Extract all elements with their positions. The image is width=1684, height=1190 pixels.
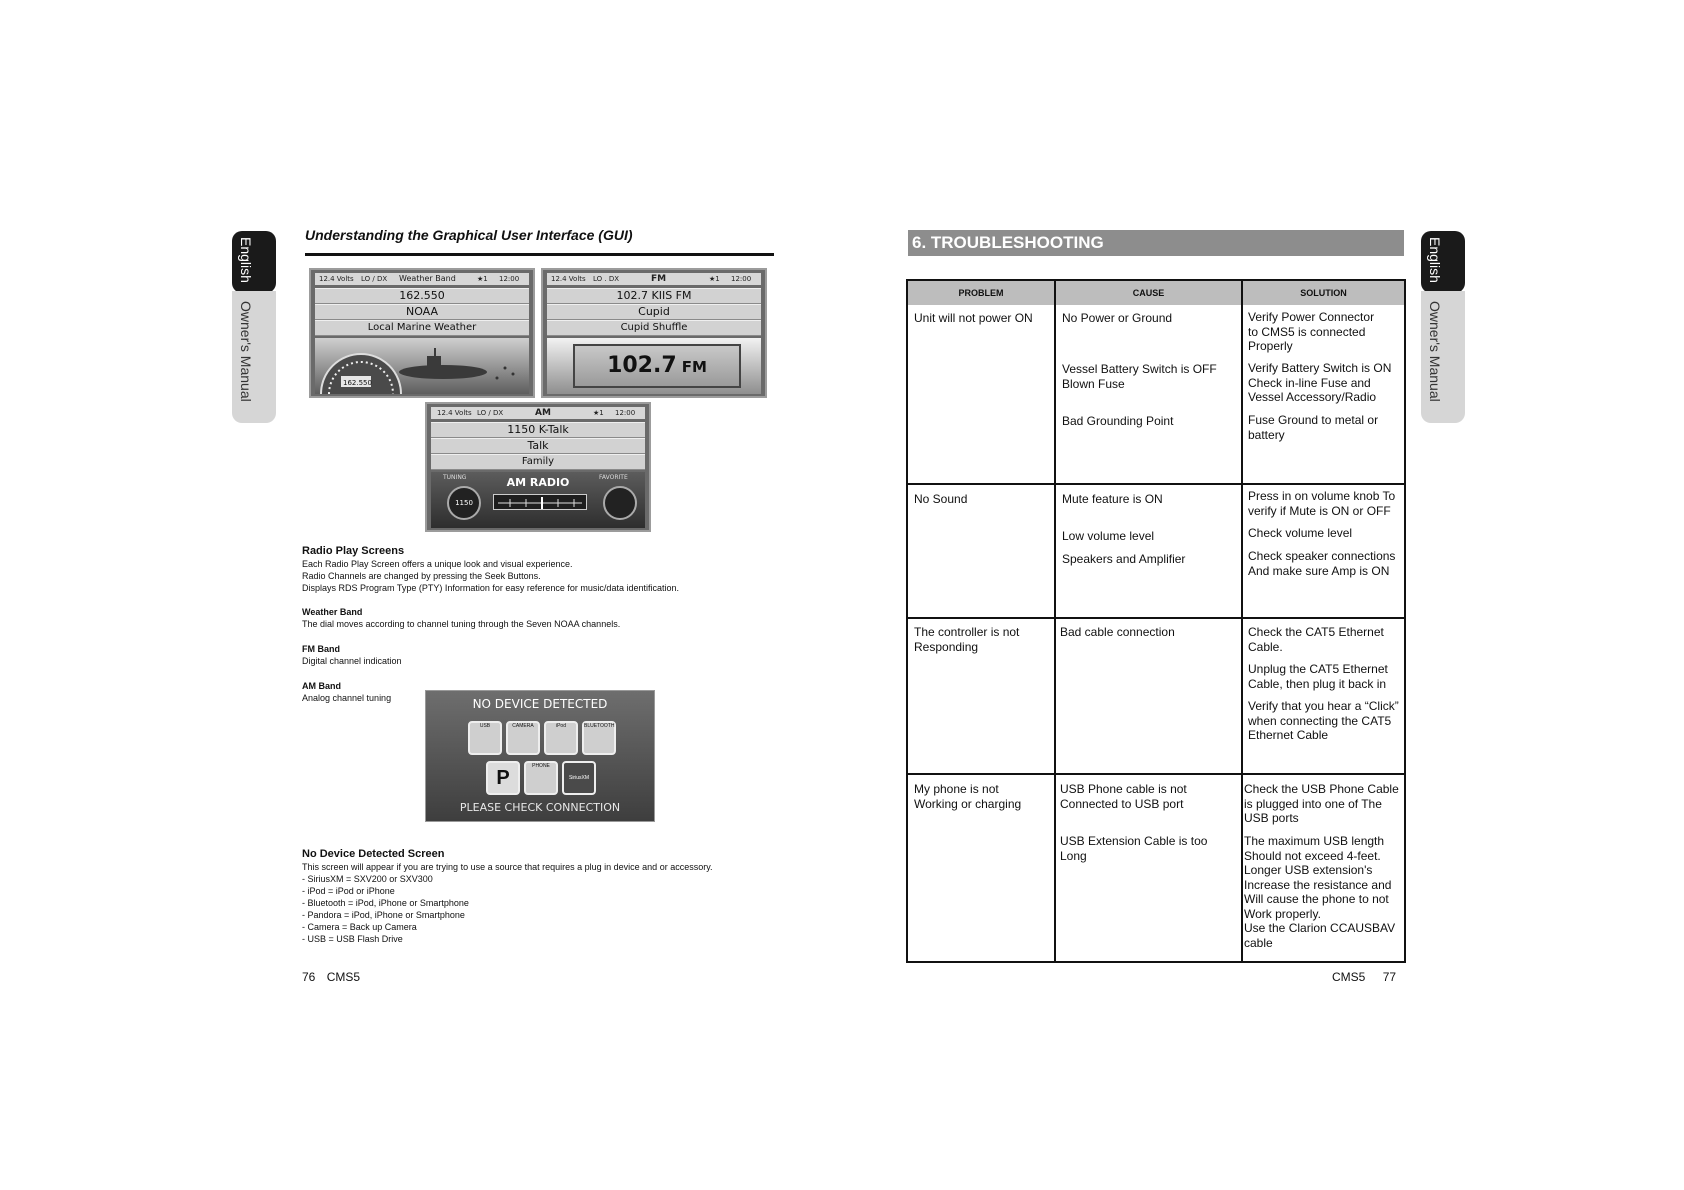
dial-frequency: 162.550 [343, 379, 372, 387]
favorite-readout: ★1 [709, 275, 720, 283]
am-band-heading: AM Band [302, 681, 341, 691]
product-name: CMS5 [326, 970, 361, 984]
lodx-readout: LO / DX [361, 275, 388, 283]
column-divider [1054, 281, 1056, 961]
screen-line-1: 162.550 [315, 288, 529, 304]
weather-band-text: The dial moves according to channel tuning through the Seven NOAA channels. [302, 619, 621, 629]
solution-cell: Verify Power Connector to CMS5 is connected Properly [1248, 310, 1375, 353]
pandora-icon: P [486, 761, 520, 795]
column-divider [1241, 281, 1243, 961]
cause-cell: Low volume level [1062, 529, 1155, 543]
page-number: 77 [1382, 970, 1397, 984]
solution-cell: Press in on volume knob To verify if Mute is ON or OFF [1248, 489, 1396, 518]
submarine-dial-art [315, 338, 529, 394]
no-device-line: This screen will appear if you are trying to use a source that requires a plug in device and or accessory. [302, 862, 713, 872]
fm-frequency: 102.7 [607, 353, 677, 378]
am-analog-dial [431, 472, 645, 528]
status-bar [315, 273, 529, 285]
row-divider [908, 483, 1404, 485]
favorite-knob-icon [603, 486, 637, 520]
band-label: AM [535, 408, 551, 418]
no-device-heading: No Device Detected Screen [302, 848, 445, 860]
lodx-readout: LO / DX [477, 409, 504, 417]
no-device-line: - iPod = iPod or iPhone [302, 886, 395, 896]
weather-band-heading: Weather Band [302, 607, 363, 617]
screen-line-2: Cupid [547, 304, 761, 320]
lodx-readout: LO . DX [593, 275, 620, 283]
cause-cell: Vessel Battery Switch is OFF Blown Fuse [1062, 362, 1217, 391]
solution-cell: Check speaker connections And make sure Amp is ON [1248, 549, 1396, 578]
no-device-text [302, 861, 713, 945]
fm-frequency-box [573, 344, 741, 388]
screen-line-2: Talk [431, 438, 645, 454]
cause-cell: No Power or Ground [1062, 311, 1173, 325]
favorite-label: FAVORITE [599, 474, 628, 481]
solution-cell: The maximum USB length Should not exceed 4-feet. Longer USB extension's Increase the resistance and Will cause the phone to not Work properly. Use the Clarion CCAUSBAV cable [1244, 834, 1396, 950]
status-bar [431, 407, 645, 419]
am-scale-icon [493, 494, 587, 510]
volts-readout: 12.4 Volts [551, 275, 586, 283]
row-divider [908, 617, 1404, 619]
am-radio-label: AM RADIO [506, 476, 570, 489]
header-solution: SOLUTION [1243, 281, 1404, 305]
solution-cell: Unplug the CAT5 Ethernet Cable, then plug it back in [1248, 662, 1388, 691]
fm-digital-display [547, 338, 761, 394]
tab-manual-label: Owner's Manual [238, 301, 254, 402]
problem-cell: No Sound [914, 492, 968, 506]
knob-frequency: 1150 [455, 499, 473, 507]
usb-icon: USB [468, 721, 502, 755]
cause-cell: Bad Grounding Point [1062, 414, 1174, 428]
tab-language-label: English [238, 237, 254, 283]
troubleshooting-table [906, 279, 1406, 963]
solution-cell: Fuse Ground to metal or battery [1248, 413, 1379, 442]
fm-band-screenshot [541, 268, 767, 398]
no-device-line: - USB = USB Flash Drive [302, 934, 403, 944]
radio-line: Each Radio Play Screen offers a unique look and visual experience. [302, 559, 573, 569]
product-name: CMS5 [1332, 970, 1366, 984]
solution-cell: Check the USB Phone Cable is plugged into one of The USB ports [1244, 782, 1399, 825]
cause-cell: Speakers and Amplifier [1062, 552, 1186, 566]
radio-play-text [302, 558, 679, 594]
cause-cell: USB Extension Cable is too Long [1060, 834, 1208, 863]
no-device-title: NO DEVICE DETECTED [472, 697, 608, 711]
gui-section-title: Understanding the Graphical User Interface (GUI) [305, 227, 633, 243]
solution-cell: Check volume level [1248, 526, 1353, 540]
row-divider [908, 773, 1404, 775]
am-band-text: Analog channel tuning [302, 693, 392, 703]
volts-readout: 12.4 Volts [437, 409, 472, 417]
page-footer-left [302, 970, 360, 984]
cause-cell: Bad cable connection [1060, 625, 1175, 639]
tuning-knob-icon [447, 486, 481, 520]
camera-icon: CAMERA [506, 721, 540, 755]
solution-cell: Verify Battery Switch is ON Check in-line Fuse and Vessel Accessory/Radio [1248, 361, 1392, 404]
no-device-line: - Pandora = iPod, iPhone or Smartphone [302, 910, 465, 920]
screen-line-1: 102.7 KIIS FM [547, 288, 761, 304]
no-device-screenshot [425, 690, 655, 822]
cause-cell: USB Phone cable is not Connected to USB port [1060, 782, 1187, 811]
clock-readout: 12:00 [731, 275, 752, 283]
screen-line-2: NOAA [315, 304, 529, 320]
am-band-screenshot [425, 402, 651, 532]
bluetooth-icon: BLUETOOTH [582, 721, 616, 755]
radio-line: Radio Channels are changed by pressing the Seek Buttons. [302, 571, 541, 581]
header-problem: PROBLEM [908, 281, 1054, 305]
tab-language-label: English [1427, 237, 1443, 283]
band-label: Weather Band [399, 274, 456, 283]
troubleshooting-title: 6. TROUBLESHOOTING [908, 230, 1404, 256]
screen-line-1: 1150 K-Talk [431, 422, 645, 438]
weather-band-screenshot [309, 268, 535, 398]
side-tab-right [1421, 231, 1465, 423]
ipod-icon: iPod [544, 721, 578, 755]
title-rule [305, 253, 774, 256]
no-device-line: - Bluetooth = iPod, iPhone or Smartphone [302, 898, 469, 908]
cause-cell: Mute feature is ON [1062, 492, 1163, 506]
fm-band-heading: FM Band [302, 644, 340, 654]
tab-manual-label: Owner's Manual [1427, 301, 1443, 402]
screen-line-3: Family [431, 454, 645, 470]
problem-cell: Unit will not power ON [914, 311, 1033, 325]
status-bar [547, 273, 761, 285]
no-device-line: - SiriusXM = SXV200 or SXV300 [302, 874, 433, 884]
screen-line-3: Cupid Shuffle [547, 320, 761, 336]
phone-icon: PHONE [524, 761, 558, 795]
favorite-readout: ★1 [477, 275, 488, 283]
volts-readout: 12.4 Volts [319, 275, 354, 283]
check-connection-footer: PLEASE CHECK CONNECTION [459, 801, 621, 814]
radio-line: Displays RDS Program Type (PTY) Information for easy reference for music/data identification. [302, 583, 679, 593]
favorite-readout: ★1 [593, 409, 604, 417]
band-label: FM [651, 274, 667, 284]
fm-unit: FM [681, 358, 707, 376]
radio-play-heading: Radio Play Screens [302, 545, 405, 557]
fm-band-text: Digital channel indication [302, 656, 402, 666]
problem-cell: My phone is not Working or charging [914, 782, 1022, 811]
clock-readout: 12:00 [499, 275, 520, 283]
header-cause: CAUSE [1056, 281, 1241, 305]
solution-cell: Check the CAT5 Ethernet Cable. [1248, 625, 1384, 654]
page-footer-right [1332, 970, 1396, 984]
clock-readout: 12:00 [615, 409, 636, 417]
solution-cell: Verify that you hear a “Click” when connecting the CAT5 Ethernet Cable [1248, 699, 1399, 742]
problem-cell: The controller is not Responding [914, 625, 1020, 654]
no-device-line: - Camera = Back up Camera [302, 922, 417, 932]
screen-line-3: Local Marine Weather [315, 320, 529, 336]
siriusxm-icon: SiriusXM [562, 761, 596, 795]
page-number: 76 [302, 970, 316, 984]
am-scale-ticks [494, 496, 586, 510]
tuning-label: TUNING [443, 474, 467, 481]
side-tab-left [232, 231, 276, 423]
